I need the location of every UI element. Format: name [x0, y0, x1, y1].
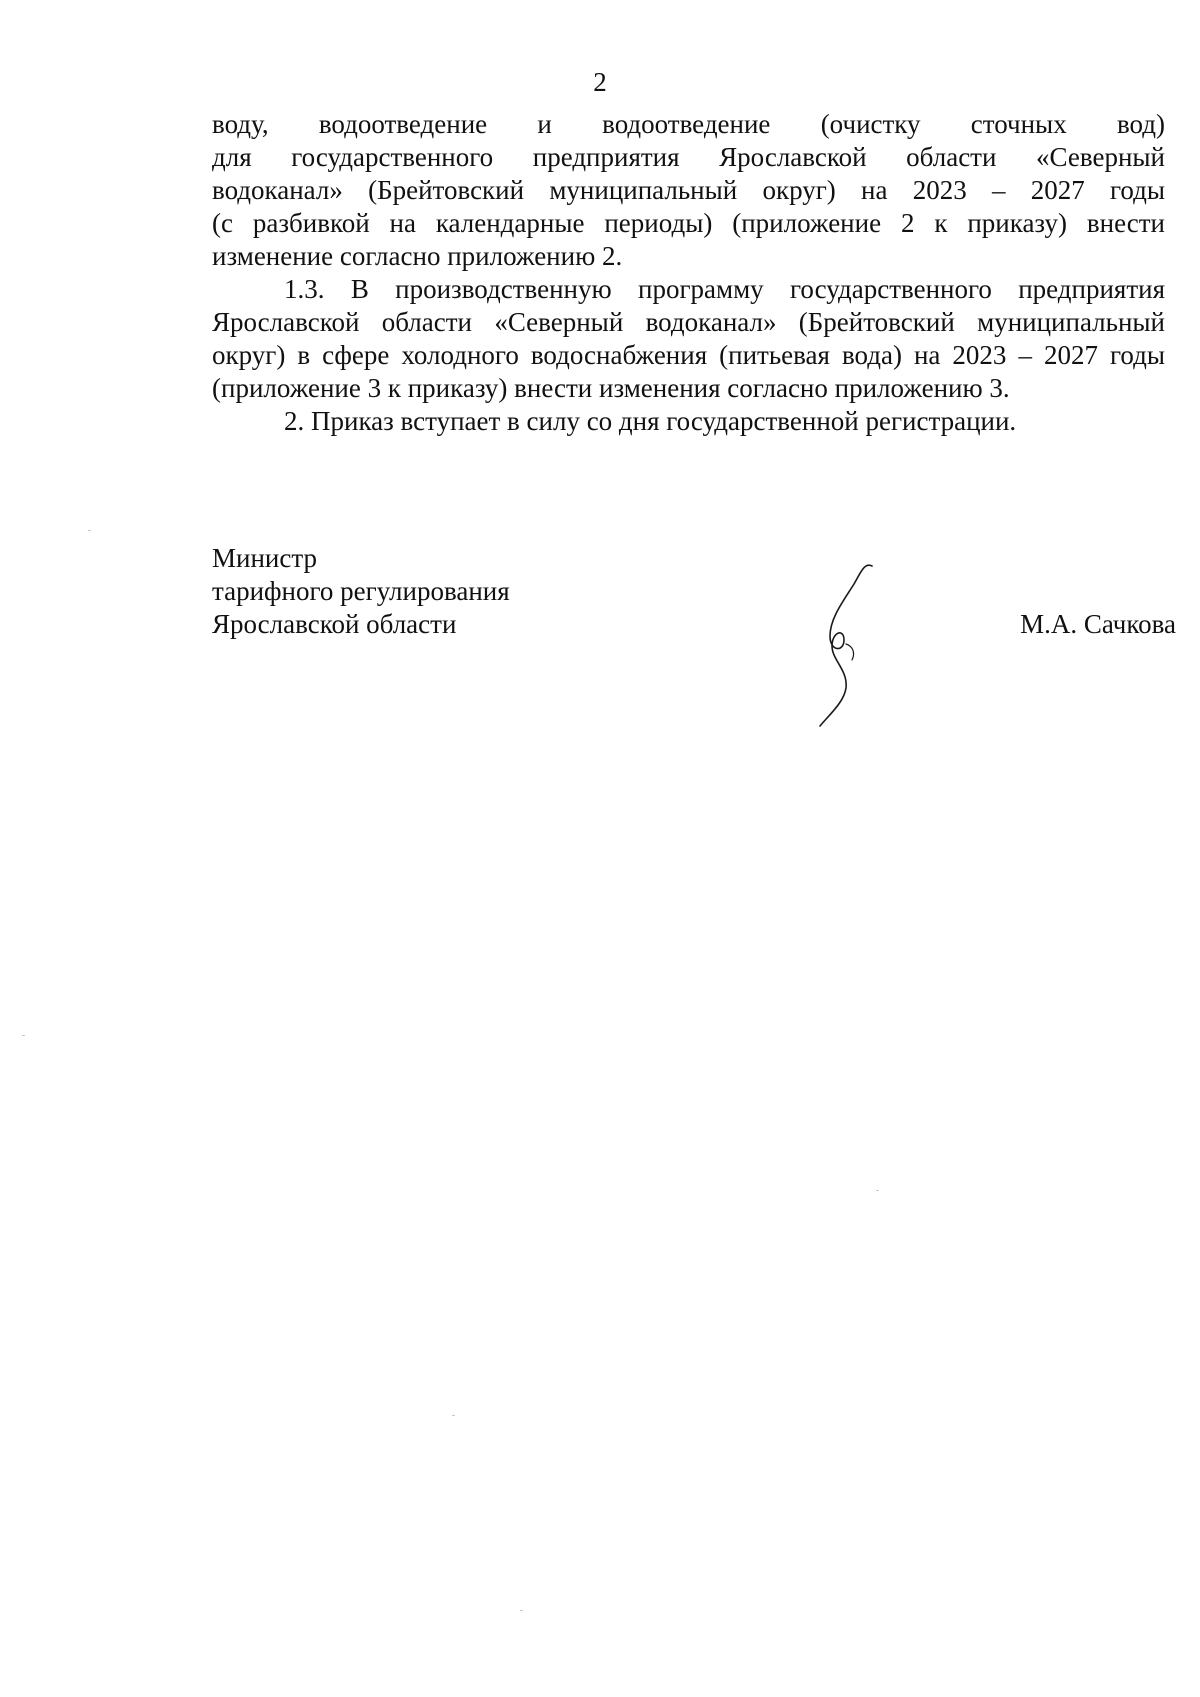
scan-speck	[520, 1610, 523, 1611]
scan-speck	[88, 530, 91, 531]
signer-position-line: Министр	[212, 543, 317, 573]
scan-speck	[876, 1190, 879, 1191]
paragraph-clause-2: 2. Приказ вступает в силу со дня государственной регистрации.	[284, 406, 1017, 436]
paragraph-line: для государственного предприятия Ярославской области «Северный	[212, 142, 1165, 172]
signer-position-line: тарифного регулирования	[212, 576, 510, 606]
paragraph-line: (с разбивкой на календарные периоды) (приложение 2 к приказу) внести	[212, 208, 1165, 238]
scan-speck	[22, 1035, 25, 1036]
paragraph-clause-1-3: 1.3. В производственную программу государственного предприятия Ярославской области «Северный водоканал» (Брейтовский муниципальный округ) в сфере холодного водоснабжения (питьевая вода) на 2023 – 2027 годы (приложение 3 к приказу) внести изменения согласно приложению 3.	[212, 274, 1165, 403]
page-number: 2	[593, 67, 607, 97]
paragraph-line: изменение согласно приложению 2.	[212, 241, 623, 271]
signer-position	[212, 542, 510, 641]
paragraph-line: водоканал» (Брейтовский муниципальный округ) на 2023 – 2027 годы	[212, 175, 1165, 205]
paragraph-line: воду, водоотведение и водоотведение (очистку сточных вод)	[212, 109, 1165, 139]
signature-icon	[800, 560, 900, 730]
signer-position-line: Ярославской области	[212, 609, 457, 639]
scan-speck	[452, 1415, 455, 1416]
document-body	[212, 108, 1165, 438]
signer-name: М.А. Сачкова	[1020, 609, 1176, 639]
